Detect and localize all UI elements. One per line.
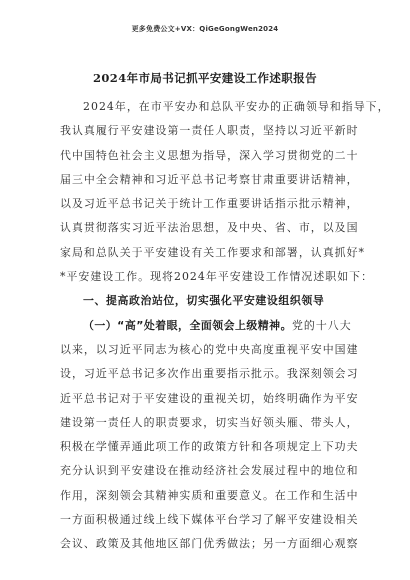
subsection-heading: （一）“高”处着眼，全面领会上级精神。 <box>83 318 292 332</box>
paragraph-line: 认真贯彻落实习近平法治思想，及中央、省、市，以及国 <box>60 221 359 235</box>
paragraph-line: 设，习近平总书记多次作出重要指示批示。我深刻领会习 <box>60 367 359 381</box>
paragraph-line: 一方面积极通过线上线下媒体平台学习了解平安建设相关 <box>60 513 359 527</box>
paragraph-line: 2024年，在市平安办和总队平安办的正确领导和指导下， <box>83 100 390 113</box>
subsection-text: 党的十八大 <box>291 318 352 332</box>
paragraph-line: 积极在学懂弄通此项工作的政策方针和各项规定上下功夫 <box>60 440 359 454</box>
document-body <box>60 95 390 557</box>
paragraph-line: *平安建设工作。现将2024年平安建设工作情况述职如下： <box>60 270 374 284</box>
header-note: 更多免费公文+VX：QiGeGongWen2024 <box>131 25 279 33</box>
paragraph-line: 我认真履行平安建设第一责任人职责，坚持以习近平新时 <box>60 124 359 138</box>
paragraph-line: 以来，以习近平同志为核心的党中央高度重视平安中国建 <box>60 342 359 356</box>
paragraph-line: 代中国特色社会主义思想为指导，深入学习贯彻党的二十 <box>60 148 359 162</box>
document-title: 2024年市局书记抓平安建设工作述职报告 <box>92 71 317 85</box>
paragraph-line: 届三中全会精神和习近平总书记考察甘肃重要讲话精神， <box>60 172 359 186</box>
paragraph-line: 作用，深刻领会其精神实质和重要意义。在工作和生活中 <box>60 488 359 502</box>
paragraph-line: 建设第一责任人的职责要求，切实当好领头雁、带头人， <box>60 415 359 429</box>
paragraph-line: 近平总书记对于平安建设的重视关切，始终明确作为平安 <box>60 391 359 405</box>
paragraph-line: 家局和总队关于平安建设有关工作要求和部署，认真抓好* <box>60 245 366 259</box>
subsection-line <box>60 314 356 338</box>
paragraph-line: 会议、政策及其他地区部门优秀做法；另一方面细心观察 <box>60 537 359 551</box>
paragraph-line: 充分认识到平安建设在推动经济社会发展过程中的地位和 <box>60 464 359 478</box>
section-heading: 一、提高政治站位，切实强化平安建设组织领导 <box>83 294 325 308</box>
paragraph-line: 以及习近平总书记关于统计工作重要讲话指示批示精神， <box>60 197 359 211</box>
